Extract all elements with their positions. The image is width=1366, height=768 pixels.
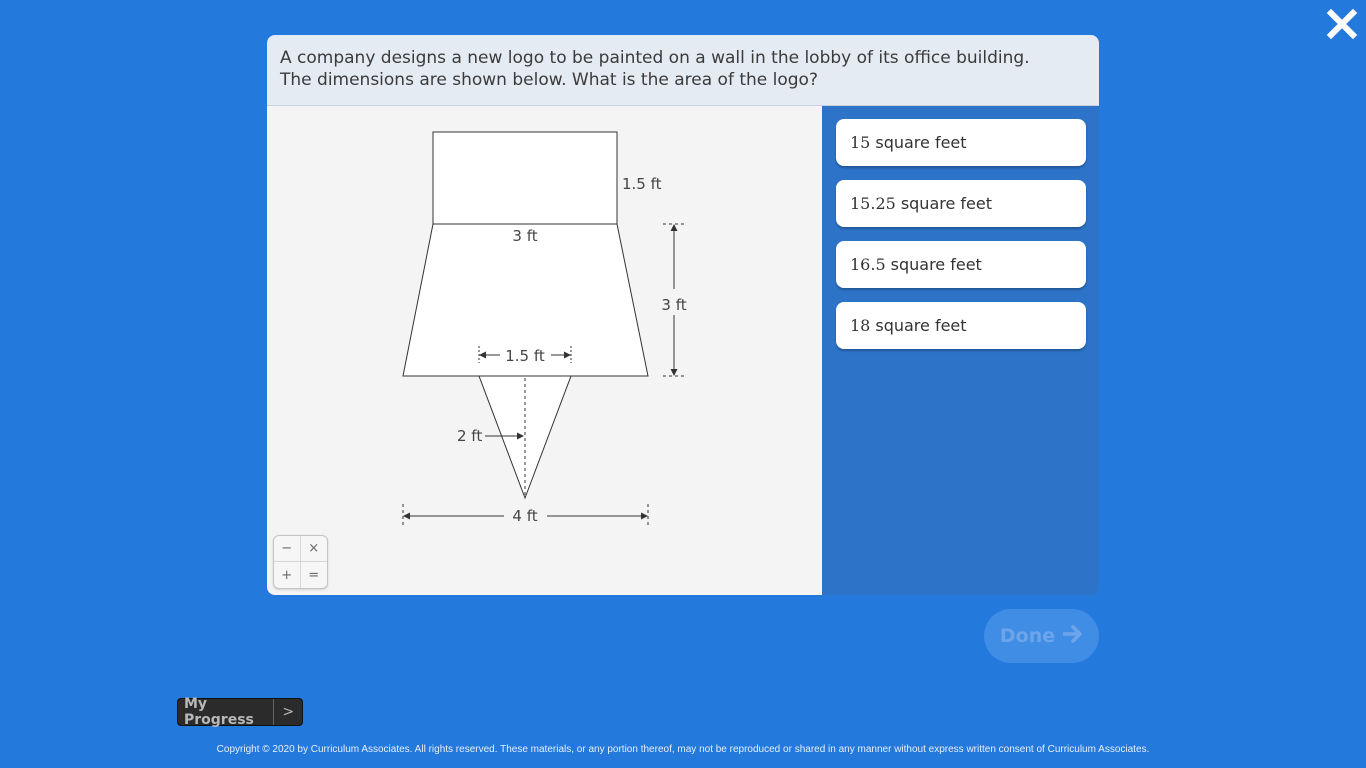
rect-height-label: 1.5 ft xyxy=(622,175,662,193)
calc-times-icon: × xyxy=(301,536,328,562)
calc-minus-icon: − xyxy=(274,536,301,562)
rect-width-label: 3 ft xyxy=(512,227,538,245)
trap-base-label: 4 ft xyxy=(512,507,538,525)
answer-unit: square feet xyxy=(900,194,992,213)
calculator-button[interactable] xyxy=(273,535,328,589)
answer-value: 15.25 xyxy=(850,194,896,213)
question-line-2: The dimensions are shown below. What is the area of the logo? xyxy=(280,70,818,90)
my-progress-button[interactable] xyxy=(177,698,303,726)
answer-choice-2[interactable] xyxy=(836,180,1086,227)
chevron-right-icon: > xyxy=(282,704,295,720)
answer-value: 15 xyxy=(850,133,871,152)
answer-choice-3[interactable] xyxy=(836,241,1086,288)
figure-pane xyxy=(267,106,822,595)
tri-base-label: 1.5 ft xyxy=(505,347,545,365)
calc-plus-icon: + xyxy=(274,562,301,588)
copyright-footer: Copyright © 2020 by Curriculum Associates. All rights reserved. These materials, or any portion thereof, may not be reproduced or shared in any manner without express written consent of Curriculum Associates. xyxy=(216,744,1150,755)
question-card xyxy=(267,35,1099,595)
answer-unit: square feet xyxy=(875,133,967,152)
logo-diagram xyxy=(267,106,822,595)
rectangle-shape xyxy=(433,132,617,224)
my-progress-label: My Progress xyxy=(184,696,254,728)
answer-value: 16.5 xyxy=(850,255,886,274)
trap-height-label: 3 ft xyxy=(661,296,687,314)
arrow-right-icon xyxy=(1063,625,1083,648)
answer-value: 18 xyxy=(850,316,871,335)
triangle-shape xyxy=(479,376,571,498)
close-icon[interactable] xyxy=(1326,8,1358,40)
calc-equals-icon: = xyxy=(308,567,320,583)
answer-choice-4[interactable] xyxy=(836,302,1086,349)
done-label: Done xyxy=(999,625,1056,647)
answer-choices xyxy=(836,119,1086,363)
tri-height-label: 2 ft xyxy=(457,427,483,445)
question-text xyxy=(267,35,1099,106)
answer-unit: square feet xyxy=(890,255,982,274)
done-button[interactable] xyxy=(984,609,1099,663)
answer-unit: square feet xyxy=(875,316,967,335)
question-line-1: A company designs a new logo to be painted on a wall in the lobby of its office building. xyxy=(280,48,1030,68)
answer-choice-1[interactable] xyxy=(836,119,1086,166)
